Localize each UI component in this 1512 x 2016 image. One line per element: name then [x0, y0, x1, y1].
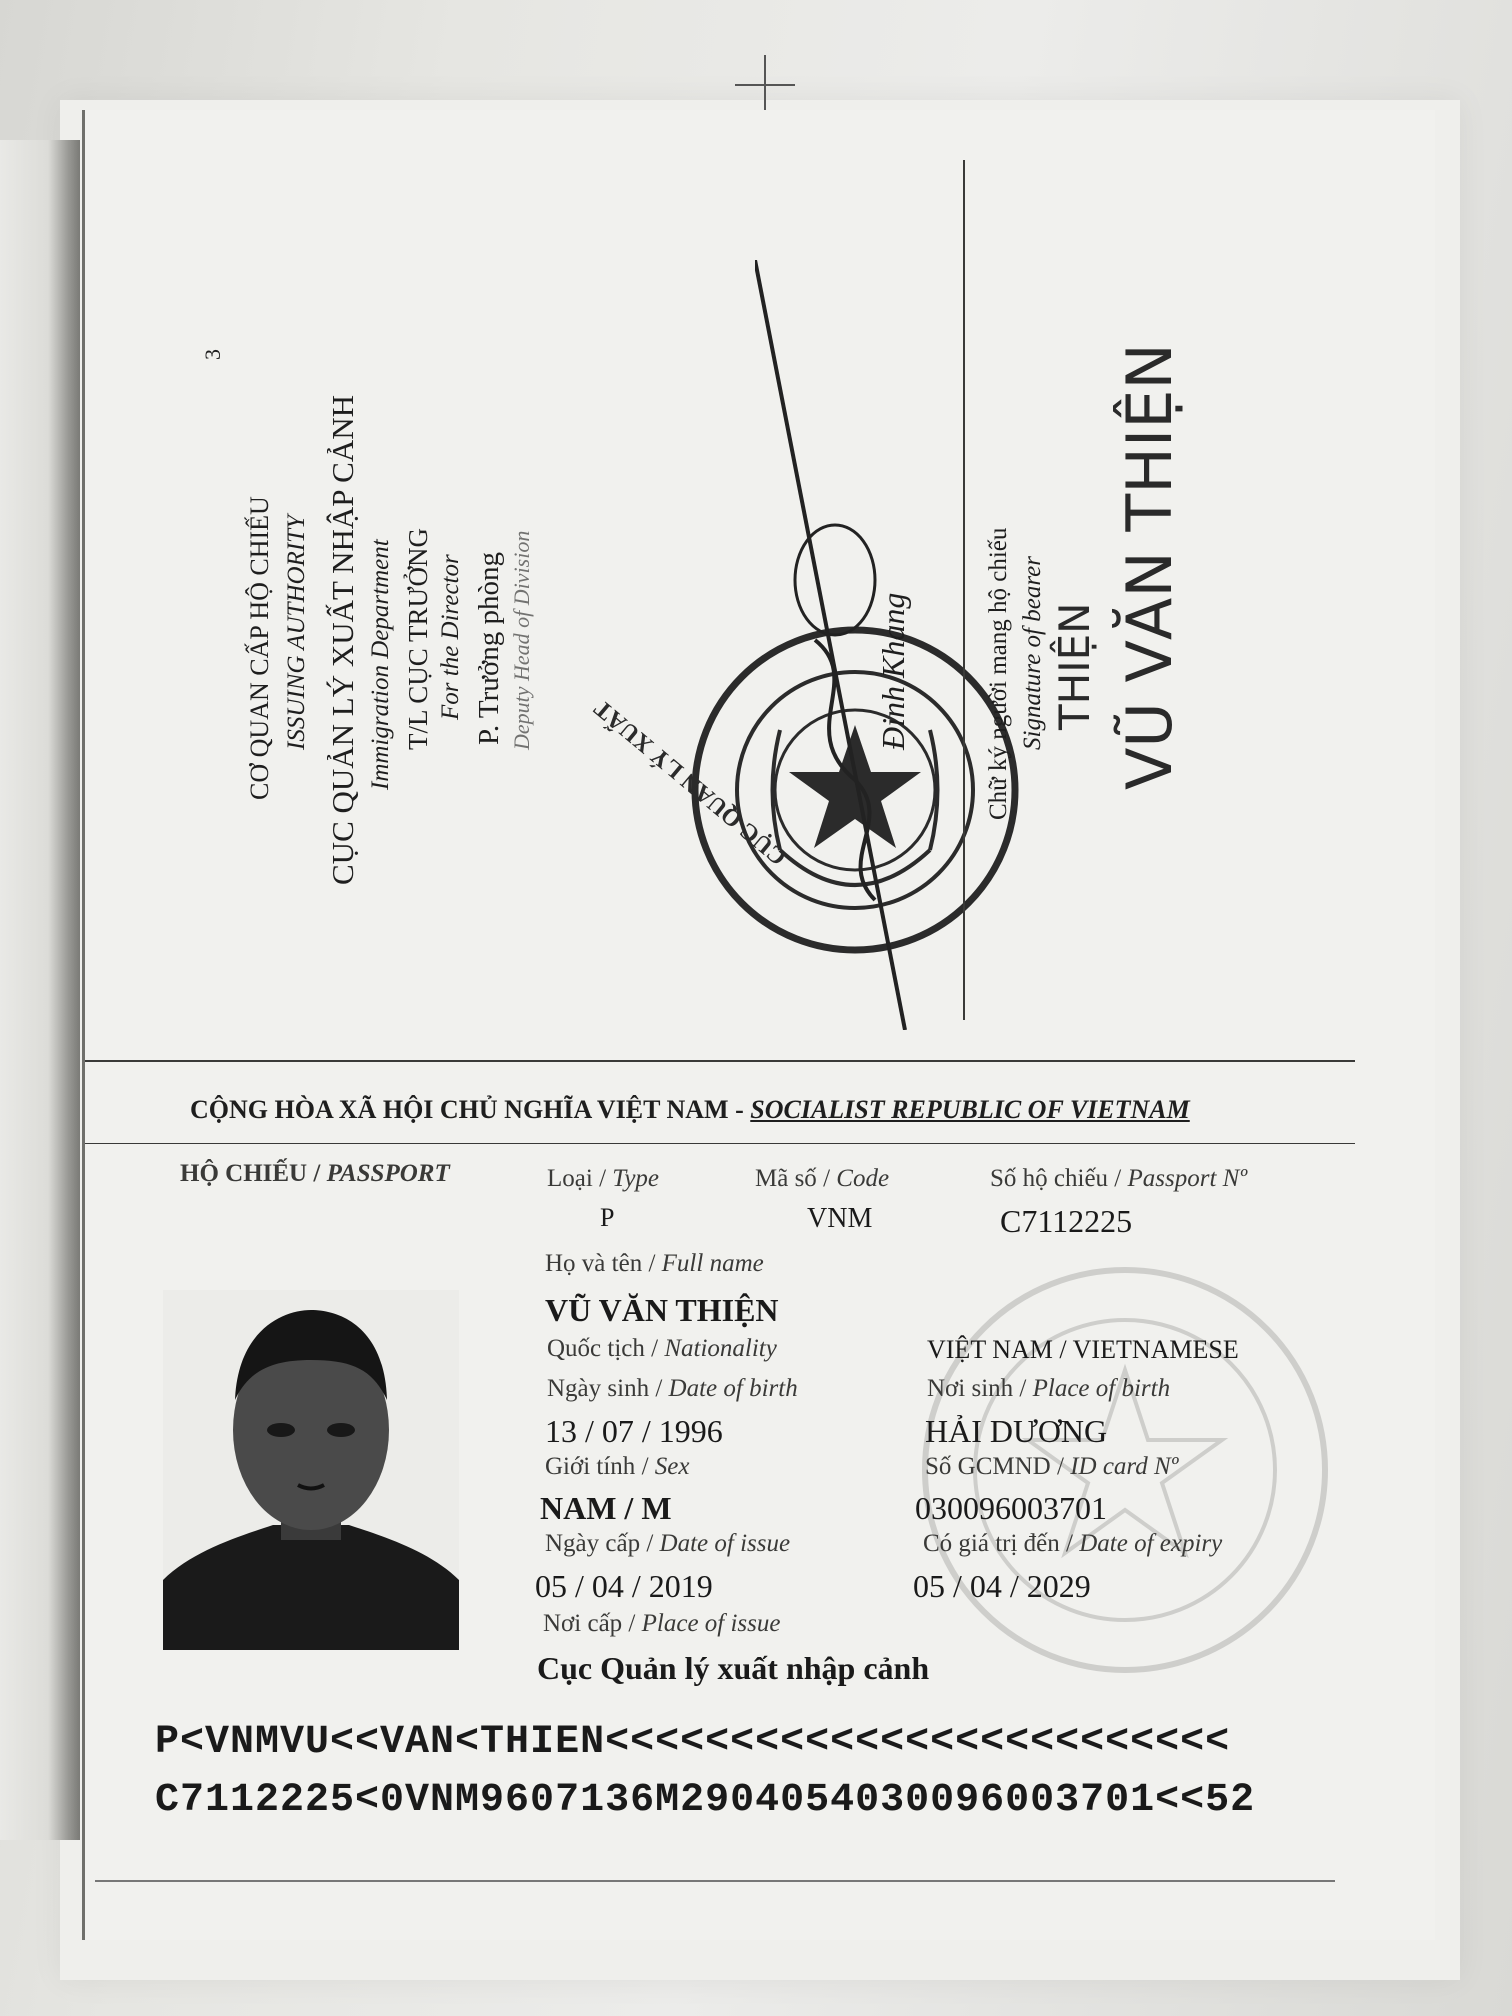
code-label-vi: Mã số [755, 1165, 817, 1192]
place-of-issue-label-vi: Nơi cấp [543, 1610, 623, 1637]
deputy-head-vi: P. Trưởng phòng [473, 551, 505, 745]
id-label: Số GCMND / ID card Nº [925, 1453, 1179, 1480]
passport-document [82, 110, 1435, 1940]
left-edge-shadow [0, 140, 80, 1840]
issuing-authority-vi: CƠ QUAN CẤP HỘ CHIẾU [245, 496, 274, 800]
expiry-date-label-vi: Có giá trị đến [923, 1530, 1060, 1557]
issue-date-value: 05 / 04 / 2019 [535, 1568, 713, 1604]
pob-label: Nơi sinh / Place of birth [927, 1375, 1171, 1402]
id-value: 030096003701 [915, 1490, 1107, 1526]
sex-value: NAM / M [540, 1490, 672, 1526]
dob-value: 13 / 07 / 1996 [545, 1413, 723, 1449]
pob-label-vi: Nơi sinh [927, 1375, 1014, 1402]
bearer-signature-label-en: Signature of bearer [1019, 556, 1046, 750]
expiry-date-label-en: Date of expiry [1079, 1530, 1223, 1557]
country-header-en: SOCIALIST REPUBLIC OF VIETNAM [750, 1095, 1190, 1124]
type-label-vi: Loại [547, 1165, 593, 1192]
type-label-en: Type [612, 1165, 660, 1192]
code-value: VNM [807, 1203, 873, 1234]
nationality-value: VIỆT NAM / VIETNAMESE [927, 1335, 1239, 1364]
portrait-silhouette [163, 1290, 459, 1650]
fullname-label: Họ và tên / Full name [545, 1250, 764, 1277]
doc-label-en: PASSPORT [326, 1160, 450, 1187]
fullname-label-en: Full name [661, 1250, 764, 1277]
passport-number-value: C7112225 [1000, 1203, 1133, 1239]
issue-date-label-en: Date of issue [659, 1530, 791, 1557]
country-header [190, 1095, 1190, 1125]
place-of-issue-label: Nơi cấp / Place of issue [543, 1610, 781, 1637]
bearer-signature-short: THIỆN [1050, 602, 1099, 730]
fullname-value: VŨ VĂN THIỆN [545, 1292, 779, 1328]
sex-label: Giới tính / Sex [545, 1453, 690, 1480]
signature-divider [963, 160, 965, 1020]
id-label-en: ID card Nº [1070, 1453, 1179, 1480]
nationality-label-vi: Quốc tịch [547, 1335, 645, 1362]
doc-label-vi: HỘ CHIẾU [180, 1160, 308, 1187]
mrz-line-2: C7112225<0VNM9607136M2904054030096003701<<52 [155, 1778, 1256, 1823]
sex-label-vi: Giới tính [545, 1453, 636, 1480]
code-label: Mã số / Code [755, 1165, 890, 1192]
code-label-en: Code [836, 1165, 890, 1192]
deputy-head-en: Deputy Head of Division [509, 530, 534, 750]
passport-doc-label: HỘ CHIẾU / PASSPORT [180, 1160, 450, 1187]
page-bottom-edge [95, 1880, 1335, 1882]
nationality-label-en: Nationality [664, 1335, 777, 1362]
mrz-line-1: P<VNMVU<<VAN<THIEN<<<<<<<<<<<<<<<<<<<<<<<<< [155, 1720, 1231, 1765]
passport-number-label: Số hộ chiếu / Passport Nº [990, 1165, 1248, 1192]
holder-photo [163, 1290, 459, 1650]
issuing-authority-en: ISSUING AUTHORITY [283, 515, 310, 750]
dob-label-vi: Ngày sinh [547, 1375, 650, 1402]
crosshair-icon [735, 55, 795, 115]
sex-label-en: Sex [654, 1453, 690, 1480]
country-header-vi: CỘNG HÒA XÃ HỘI CHỦ NGHĨA VIỆT NAM - [190, 1095, 751, 1124]
passport-number-label-vi: Số hộ chiếu [990, 1165, 1109, 1192]
type-value: P [600, 1203, 615, 1232]
place-of-issue-label-en: Place of issue [641, 1610, 781, 1637]
expiry-date-label: Có giá trị đến / Date of expiry [923, 1530, 1223, 1557]
expiry-date-value: 05 / 04 / 2029 [913, 1568, 1091, 1604]
dob-label: Ngày sinh / Date of birth [547, 1375, 798, 1402]
place-of-issue-value: Cục Quản lý xuất nhập cảnh [537, 1650, 930, 1686]
fullname-label-vi: Họ và tên [545, 1250, 643, 1277]
dob-label-en: Date of birth [668, 1375, 798, 1402]
department-vi: CỤC QUẢN LÝ XUẤT NHẬP CẢNH [325, 395, 360, 885]
issue-date-label-vi: Ngày cấp [545, 1530, 641, 1557]
department-en: Immigration Department [367, 539, 394, 790]
type-label: Loại / Type [547, 1165, 660, 1192]
director-en: For the Director [437, 554, 464, 720]
authority-signer-name: Đinh Khang [875, 592, 911, 750]
header-underline [85, 1143, 1355, 1144]
id-label-vi: Số GCMND [925, 1453, 1051, 1480]
page-fold-line [85, 1060, 1355, 1062]
issue-date-label: Ngày cấp / Date of issue [545, 1530, 791, 1557]
passport-number-label-en: Passport Nº [1127, 1165, 1248, 1192]
seal-text: CỤC QUẢN LÝ XUẤT [589, 694, 792, 870]
bearer-signature-label-vi: Chữ ký người mang hộ chiếu [985, 527, 1012, 820]
pob-value: HẢI DƯƠNG [925, 1413, 1108, 1449]
director-vi: T/L CỤC TRƯỞNG [403, 528, 433, 750]
pob-label-en: Place of birth [1032, 1375, 1171, 1402]
nationality-label: Quốc tịch / Nationality [547, 1335, 777, 1362]
page-number: 3 [200, 349, 225, 360]
bearer-signature-full: VŨ VĂN THIỆN [1113, 343, 1186, 790]
